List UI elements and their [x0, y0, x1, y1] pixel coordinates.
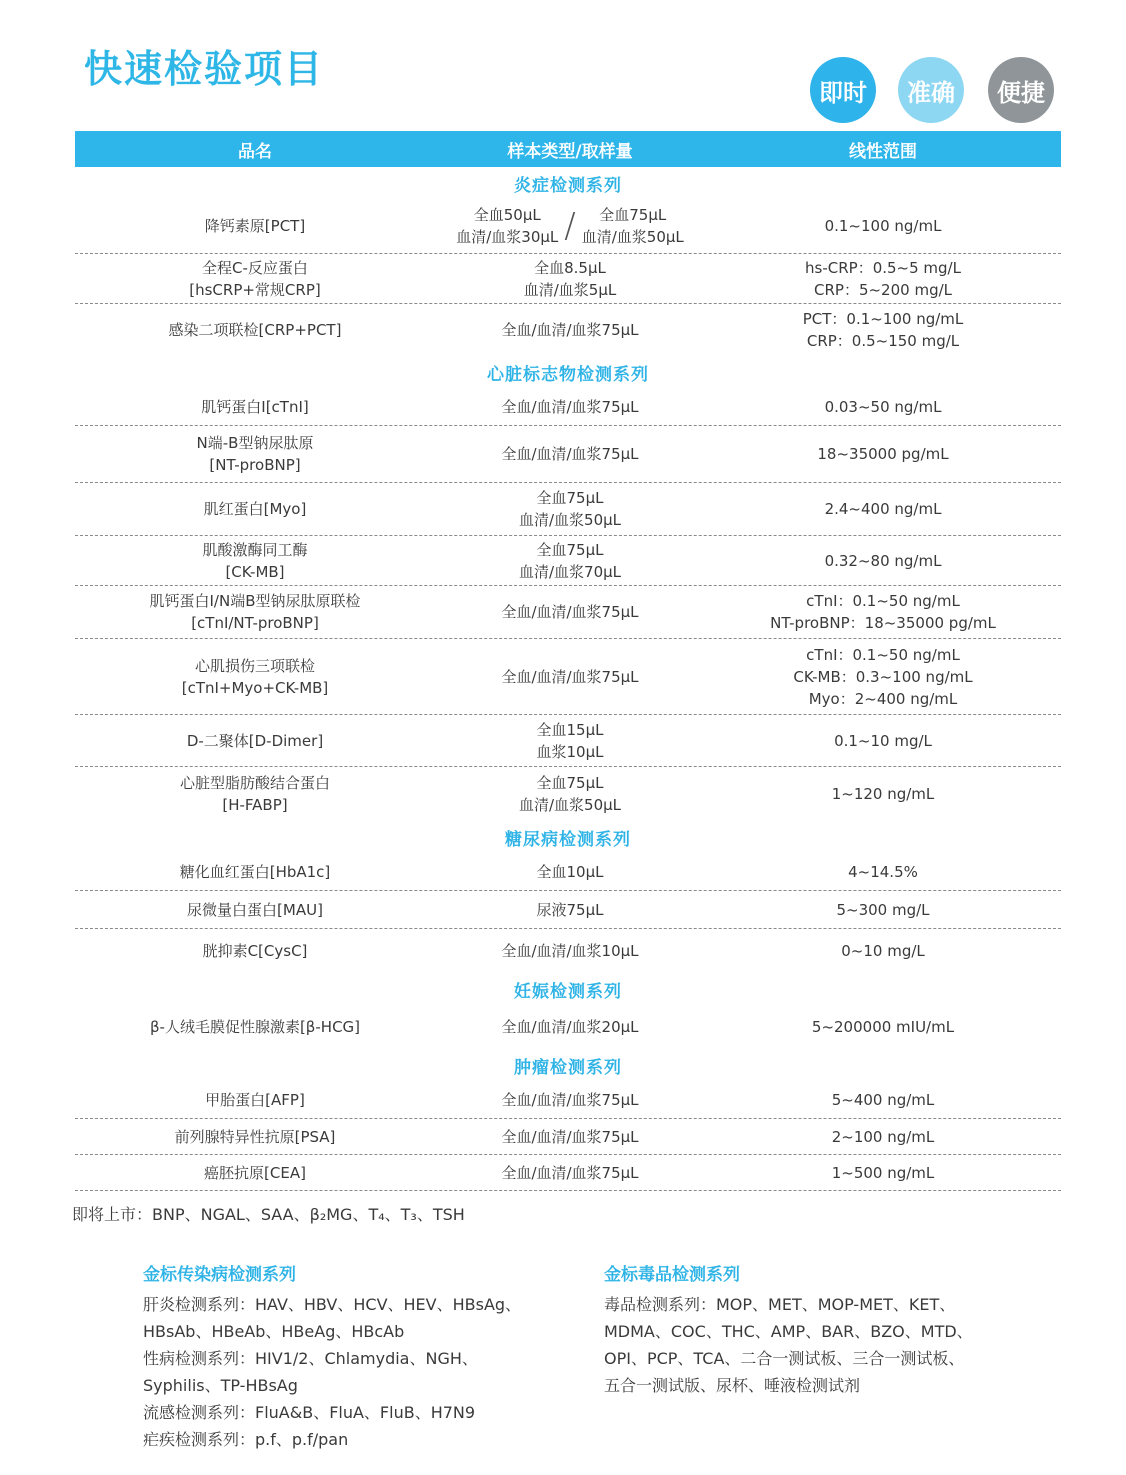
- badge-instant: 即时: [810, 57, 876, 123]
- drug-heading: 金标毒品检测系列: [604, 1265, 740, 1285]
- sample-cell: 全血/血清/血浆20μL: [501, 1018, 639, 1036]
- infectious-heading: 金标传染病检测系列: [143, 1265, 296, 1285]
- table-row: [75, 586, 1061, 639]
- page-title: 快速检验项目: [84, 47, 325, 91]
- header-range: 线性范围: [849, 141, 917, 162]
- table-row: [75, 891, 1061, 929]
- table-row: [75, 483, 1061, 536]
- range-cell: 0.1~100 ng/mL: [824, 217, 942, 235]
- item-name: 感染二项联检[CRP+PCT]: [168, 321, 342, 339]
- section-inflammation: 炎症检测系列: [514, 175, 622, 196]
- sample-line: 血清/血浆70μL: [518, 562, 622, 581]
- sample-line: 全血75μL: [536, 540, 604, 559]
- item-name: 甲胎蛋白[AFP]: [205, 1090, 305, 1109]
- text-line: OPI、PCP、TCA、二合一测试板、三合一测试板、: [604, 1349, 965, 1368]
- sample-line: 血清/血浆50μL: [581, 228, 684, 246]
- section-diabetes: 糖尿病检测系列: [505, 829, 631, 850]
- name-line: 肌钙蛋白I/N端B型钠尿肽原联检: [149, 592, 361, 610]
- item-name: D-二聚体[D-Dimer]: [186, 731, 324, 750]
- sample-cell: [435, 539, 705, 583]
- header-sample: 样本类型/取样量: [507, 141, 633, 162]
- item-name: 糖化血红蛋白[HbA1c]: [179, 862, 331, 881]
- drug-test-block: [604, 1262, 1044, 1399]
- item-name: [75, 772, 435, 816]
- coming-soon-note: 即将上市：BNP、NGAL、SAA、β₂MG、T₄、T₃、TSH: [72, 1205, 465, 1224]
- sample-line: 血清/血浆30μL: [456, 228, 559, 246]
- item-name: 前列腺特异性抗原[PSA]: [174, 1127, 336, 1146]
- range-cell: 1~500 ng/mL: [831, 1163, 935, 1182]
- table-row: [75, 388, 1061, 426]
- item-name: [75, 432, 435, 476]
- table-row: [75, 1005, 1061, 1049]
- table-row: [75, 199, 1061, 254]
- name-line: 全程C-反应蛋白: [202, 258, 308, 277]
- item-name: 胱抑素C[CysC]: [202, 942, 308, 960]
- range-line: Myo：2~400 ng/mL: [808, 689, 958, 708]
- range-cell: 5~400 ng/mL: [831, 1090, 935, 1109]
- range-cell: 1~120 ng/mL: [831, 785, 935, 803]
- sample-cell: 全血/血清/血浆75μL: [501, 397, 639, 416]
- name-line: 心脏型脂肪酸结合蛋白: [179, 774, 330, 792]
- range-line: CRP：0.5~150 mg/L: [806, 332, 960, 350]
- table-header: [75, 131, 1061, 167]
- sample-line: 全血75μL: [536, 774, 604, 792]
- sample-cell: [435, 204, 705, 248]
- item-name: 肌红蛋白[Myo]: [203, 500, 307, 518]
- name-line: [CK-MB]: [225, 562, 285, 581]
- sample-line: 全血8.5μL: [534, 258, 606, 277]
- table-row: [75, 426, 1061, 483]
- slash-divider: /: [564, 206, 576, 246]
- sample-cell: 全血10μL: [536, 862, 604, 881]
- item-name: [75, 590, 435, 634]
- text-line: MDMA、COC、THC、AMP、BAR、BZO、MTD、: [604, 1322, 973, 1341]
- item-name: [75, 655, 435, 699]
- table-row: [75, 1119, 1061, 1155]
- range-cell: [705, 308, 1061, 352]
- range-line: PCT：0.1~100 ng/mL: [802, 310, 964, 328]
- sample-cell: 全血/血清/血浆75μL: [501, 1163, 639, 1182]
- text-line: 五合一测试版、尿杯、唾液检测试剂: [604, 1376, 861, 1395]
- name-line: [cTnI/NT-proBNP]: [191, 614, 319, 632]
- sample-cell: [435, 257, 705, 301]
- table-row: [75, 929, 1061, 973]
- name-line: 肌酸激酶同工酶: [202, 540, 308, 559]
- badge-convenient: 便捷: [988, 57, 1054, 123]
- range-cell: 4~14.5%: [848, 862, 918, 881]
- table-row: [75, 536, 1061, 586]
- sample-line: 血清/血浆5μL: [523, 280, 617, 299]
- sample-cell: 全血/血清/血浆75μL: [501, 667, 639, 686]
- range-cell: 5~200000 mIU/mL: [811, 1018, 955, 1036]
- range-cell: [705, 257, 1061, 301]
- sample-line: 血清/血浆50μL: [518, 511, 622, 529]
- range-line: cTnI：0.1~50 ng/mL: [806, 592, 960, 610]
- table-row: [75, 853, 1061, 891]
- sample-line: 全血50μL: [473, 206, 541, 224]
- infectious-disease-block: [143, 1262, 583, 1453]
- item-name: 降钙素原[PCT]: [204, 217, 306, 235]
- range-line: hs-CRP：0.5~5 mg/L: [805, 258, 961, 277]
- sample-cell: 全血/血清/血浆75μL: [501, 1127, 639, 1146]
- range-cell: [705, 644, 1061, 710]
- range-line: cTnI：0.1~50 ng/mL: [806, 645, 960, 664]
- sample-cell: [435, 719, 705, 763]
- sample-cell: 全血/血清/血浆75μL: [501, 445, 639, 463]
- section-pregnancy: 妊娠检测系列: [514, 981, 622, 1002]
- sample-cell: [435, 487, 705, 531]
- name-line: [NT-proBNP]: [209, 456, 301, 474]
- text-line: 毒品检测系列：MOP、MET、MOP-MET、KET、: [604, 1295, 956, 1314]
- item-name: β-人绒毛膜促性腺激素[β-HCG]: [149, 1018, 361, 1036]
- section-tumor: 肿瘤检测系列: [514, 1057, 622, 1078]
- range-cell: 5~300 mg/L: [836, 900, 930, 919]
- test-items-table: [75, 131, 1061, 1191]
- sample-cell: 尿液75μL: [536, 900, 604, 919]
- text-line: Syphilis、TP-HBsAg: [143, 1376, 298, 1395]
- table-row: [75, 639, 1061, 715]
- range-line: CRP：5~200 mg/L: [814, 280, 952, 299]
- range-cell: 0.1~10 mg/L: [834, 731, 932, 750]
- name-line: [H-FABP]: [222, 796, 288, 814]
- header-name: 品名: [238, 141, 272, 162]
- name-line: [cTnI+Myo+CK-MB]: [181, 678, 329, 697]
- text-line: 性病检测系列：HIV1/2、Chlamydia、NGH、: [143, 1349, 478, 1368]
- range-line: CK-MB：0.3~100 ng/mL: [793, 667, 973, 686]
- range-cell: 18~35000 pg/mL: [817, 445, 949, 463]
- sample-line: 血清/血浆50μL: [518, 796, 622, 814]
- item-name: [75, 257, 435, 301]
- sample-cell: 全血/血清/血浆75μL: [501, 603, 639, 621]
- name-line: N端-B型钠尿肽原: [196, 434, 314, 452]
- text-line: HBsAb、HBeAb、HBeAg、HBcAb: [143, 1322, 405, 1341]
- name-line: 心肌损伤三项联检: [194, 656, 315, 675]
- sample-cell: 全血/血清/血浆75μL: [501, 321, 639, 339]
- range-cell: 2~100 ng/mL: [831, 1127, 935, 1146]
- name-line: [hsCRP+常规CRP]: [189, 280, 321, 299]
- section-cardiac: 心脏标志物检测系列: [487, 364, 649, 385]
- range-cell: 0.03~50 ng/mL: [824, 397, 942, 416]
- range-cell: 2.4~400 ng/mL: [824, 500, 942, 518]
- item-name: 癌胚抗原[CEA]: [204, 1163, 306, 1182]
- sample-line: 全血75μL: [536, 489, 604, 507]
- sample-cell: [435, 772, 705, 816]
- badge-accurate: 准确: [898, 57, 964, 123]
- item-name: 肌钙蛋白I[cTnI]: [201, 397, 309, 416]
- range-cell: 0.32~80 ng/mL: [824, 551, 942, 570]
- table-row: [75, 1155, 1061, 1191]
- table-row: [75, 304, 1061, 356]
- table-row: [75, 1081, 1061, 1119]
- text-line: 肝炎检测系列：HAV、HBV、HCV、HEV、HBsAg、: [143, 1295, 522, 1314]
- table-row: [75, 767, 1061, 821]
- sample-line: 血浆10μL: [536, 742, 604, 761]
- sample-cell: 全血/血清/血浆75μL: [501, 1090, 639, 1109]
- item-name: 尿微量白蛋白[MAU]: [187, 900, 323, 919]
- range-cell: 0~10 mg/L: [841, 942, 925, 960]
- range-cell: [705, 590, 1061, 634]
- table-row: [75, 254, 1061, 304]
- item-name: [75, 539, 435, 583]
- sample-cell: 全血/血清/血浆10μL: [501, 942, 639, 960]
- range-line: NT-proBNP：18~35000 pg/mL: [770, 614, 996, 632]
- text-line: 流感检测系列：FluA&B、FluA、FluB、H7N9: [143, 1403, 476, 1422]
- sample-line: 全血75μL: [599, 206, 667, 224]
- table-row: [75, 715, 1061, 767]
- text-line: 疟疾检测系列：p.f、p.f/pan: [143, 1430, 349, 1449]
- sample-line: 全血15μL: [536, 720, 604, 739]
